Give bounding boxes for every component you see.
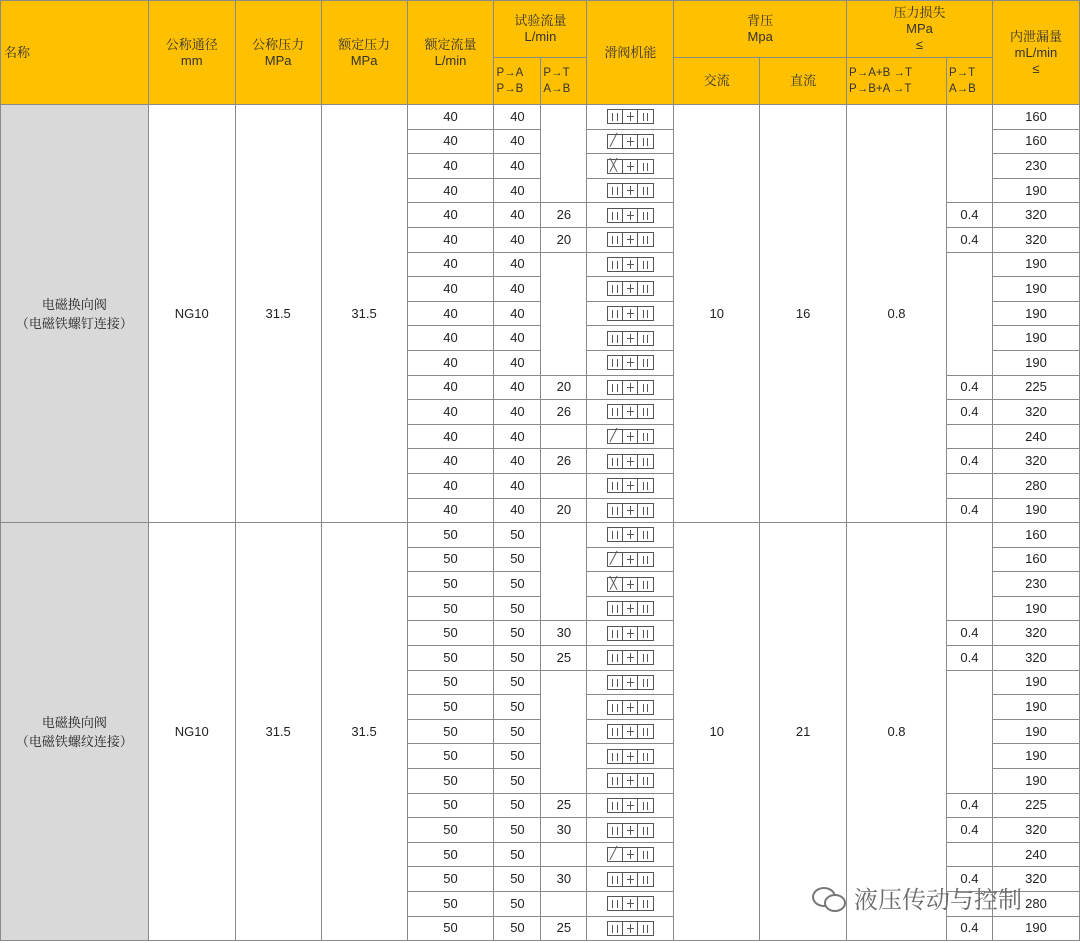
pressure-loss-pt-cell — [946, 842, 992, 867]
test-flow-pt-cell: 26 — [541, 449, 587, 474]
test-flow-pa-cell: 40 — [494, 400, 541, 425]
rated-flow-cell: 40 — [407, 326, 494, 351]
wechat-icon — [812, 885, 846, 911]
spool-symbol-icon — [607, 921, 654, 936]
spool-symbol-cell — [587, 252, 674, 277]
spool-symbol-cell — [587, 596, 674, 621]
pressure-loss-pt-cell — [946, 105, 992, 203]
leakage-cell: 320 — [992, 203, 1079, 228]
leakage-cell: 160 — [992, 129, 1079, 154]
spool-symbol-cell — [587, 818, 674, 843]
spool-symbol-cell — [587, 744, 674, 769]
spool-symbol-cell — [587, 572, 674, 597]
test-flow-pt-cell: 30 — [541, 867, 587, 892]
spool-symbol-cell — [587, 670, 674, 695]
pressure-loss-cell: 0.8 — [847, 523, 947, 941]
test-flow-pa-cell: 50 — [494, 744, 541, 769]
test-flow-pa-cell: 50 — [494, 646, 541, 671]
test-flow-pt-cell: 26 — [541, 400, 587, 425]
test-flow-pa-cell: 50 — [494, 523, 541, 548]
test-flow-pa-cell: 50 — [494, 892, 541, 917]
spool-symbol-icon — [607, 404, 654, 419]
rated-flow-cell: 50 — [407, 867, 494, 892]
test-flow-pa-cell: 40 — [494, 449, 541, 474]
table-row — [1, 523, 1080, 548]
leakage-cell: 320 — [992, 867, 1079, 892]
header-test-flow-pa: P→A P→B — [494, 58, 541, 105]
test-flow-pt-cell — [541, 105, 587, 203]
rated-flow-cell: 50 — [407, 793, 494, 818]
spool-symbol-cell — [587, 350, 674, 375]
rated-flow-cell: 50 — [407, 818, 494, 843]
header-spool-function: 滑阀机能 — [587, 1, 674, 105]
pressure-loss-pt-cell — [946, 252, 992, 375]
pressure-loss-pt-cell: 0.4 — [946, 203, 992, 228]
leakage-cell: 280 — [992, 473, 1079, 498]
test-flow-pa-cell: 50 — [494, 670, 541, 695]
test-flow-pa-cell: 50 — [494, 842, 541, 867]
leakage-cell: 280 — [992, 892, 1079, 917]
rated-pressure-cell: 31.5 — [321, 523, 407, 941]
spool-symbol-cell — [587, 523, 674, 548]
rated-flow-cell: 50 — [407, 744, 494, 769]
rated-flow-cell: 50 — [407, 596, 494, 621]
pressure-loss-pt-cell: 0.4 — [946, 449, 992, 474]
rated-flow-cell: 50 — [407, 523, 494, 548]
leakage-cell: 190 — [992, 916, 1079, 941]
test-flow-pa-cell: 40 — [494, 424, 541, 449]
leakage-cell: 190 — [992, 744, 1079, 769]
header-back-ac: 交流 — [674, 58, 760, 105]
spool-symbol-icon — [607, 601, 654, 616]
leakage-cell: 190 — [992, 498, 1079, 523]
watermark — [812, 880, 1022, 915]
nominal-size-cell: NG10 — [148, 523, 235, 941]
leakage-cell: 230 — [992, 154, 1079, 179]
rated-flow-cell: 40 — [407, 301, 494, 326]
leakage-cell: 225 — [992, 793, 1079, 818]
test-flow-pt-cell — [541, 670, 587, 793]
test-flow-pa-cell: 40 — [494, 350, 541, 375]
spool-symbol-icon — [607, 257, 654, 272]
rated-flow-cell: 40 — [407, 498, 494, 523]
rated-flow-cell: 40 — [407, 227, 494, 252]
pressure-loss-pt-cell — [946, 523, 992, 621]
spool-symbol-cell — [587, 769, 674, 794]
back-pressure-dc-cell: 16 — [760, 105, 847, 523]
spool-symbol-icon — [607, 872, 654, 887]
test-flow-pa-cell: 40 — [494, 105, 541, 130]
nominal-size-cell: NG10 — [148, 105, 235, 523]
spool-symbol-icon — [607, 232, 654, 247]
pressure-loss-pt-cell: 0.4 — [946, 227, 992, 252]
spool-symbol-icon — [607, 552, 654, 567]
spool-symbol-cell — [587, 105, 674, 130]
spool-symbol-cell — [587, 129, 674, 154]
leakage-cell: 320 — [992, 646, 1079, 671]
spool-symbol-cell — [587, 203, 674, 228]
rated-flow-cell: 40 — [407, 178, 494, 203]
rated-flow-cell: 40 — [407, 129, 494, 154]
spool-symbol-icon — [607, 355, 654, 370]
spool-symbol-icon — [607, 478, 654, 493]
test-flow-pa-cell: 40 — [494, 252, 541, 277]
test-flow-pa-cell: 40 — [494, 129, 541, 154]
header-rated-flow: 额定流量 L/min — [407, 1, 494, 105]
leakage-cell: 190 — [992, 695, 1079, 720]
test-flow-pa-cell: 40 — [494, 154, 541, 179]
leakage-cell: 160 — [992, 105, 1079, 130]
header-leakage: 内泄漏量 mL/min ≤ — [992, 1, 1079, 105]
spool-symbol-icon — [607, 626, 654, 641]
test-flow-pt-cell: 25 — [541, 916, 587, 941]
header-test-flow: 试验流量 L/min — [494, 1, 587, 58]
leakage-cell: 190 — [992, 277, 1079, 302]
leakage-cell: 190 — [992, 178, 1079, 203]
spool-symbol-cell — [587, 916, 674, 941]
spool-symbol-icon — [607, 454, 654, 469]
test-flow-pt-cell: 30 — [541, 818, 587, 843]
spool-symbol-cell — [587, 646, 674, 671]
test-flow-pa-cell: 50 — [494, 867, 541, 892]
rated-flow-cell: 40 — [407, 277, 494, 302]
valve-connection: （电磁铁螺纹连接） — [15, 733, 133, 749]
rated-flow-cell: 40 — [407, 203, 494, 228]
test-flow-pt-cell: 20 — [541, 227, 587, 252]
pressure-loss-pt-cell: 0.4 — [946, 916, 992, 941]
test-flow-pa-cell: 40 — [494, 326, 541, 351]
leakage-cell: 225 — [992, 375, 1079, 400]
leakage-cell: 190 — [992, 252, 1079, 277]
test-flow-pt-cell: 26 — [541, 203, 587, 228]
spool-symbol-icon — [607, 331, 654, 346]
leakage-cell: 240 — [992, 424, 1079, 449]
test-flow-pa-cell: 40 — [494, 375, 541, 400]
spool-symbol-icon — [607, 208, 654, 223]
leakage-cell: 320 — [992, 818, 1079, 843]
test-flow-pt-cell — [541, 424, 587, 449]
rated-flow-cell: 50 — [407, 646, 494, 671]
spool-symbol-cell — [587, 178, 674, 203]
leakage-cell: 320 — [992, 400, 1079, 425]
test-flow-pa-cell: 50 — [494, 793, 541, 818]
pressure-loss-pt-cell — [946, 424, 992, 449]
rated-flow-cell: 50 — [407, 572, 494, 597]
test-flow-pa-cell: 50 — [494, 621, 541, 646]
leakage-cell: 190 — [992, 301, 1079, 326]
spool-symbol-cell — [587, 842, 674, 867]
test-flow-pa-cell: 50 — [494, 719, 541, 744]
spool-symbol-icon — [607, 380, 654, 395]
rated-flow-cell: 50 — [407, 695, 494, 720]
back-pressure-ac-cell: 10 — [674, 523, 760, 941]
spool-symbol-icon — [607, 109, 654, 124]
rated-flow-cell: 40 — [407, 424, 494, 449]
rated-flow-cell: 40 — [407, 473, 494, 498]
rated-flow-cell: 40 — [407, 154, 494, 179]
spool-symbol-cell — [587, 400, 674, 425]
pressure-loss-pt-cell: 0.4 — [946, 621, 992, 646]
leakage-cell: 240 — [992, 842, 1079, 867]
rated-flow-cell: 50 — [407, 670, 494, 695]
rated-flow-cell: 50 — [407, 916, 494, 941]
test-flow-pa-cell: 40 — [494, 227, 541, 252]
header-nominal-pressure: 公称压力 MPa — [235, 1, 321, 105]
spool-symbol-cell — [587, 547, 674, 572]
spool-symbol-cell — [587, 473, 674, 498]
spool-symbol-icon — [607, 429, 654, 444]
test-flow-pa-cell: 40 — [494, 498, 541, 523]
valve-name-cell — [1, 105, 149, 523]
header-nominal-size: 公称通径 mm — [148, 1, 235, 105]
rated-flow-cell: 40 — [407, 350, 494, 375]
spool-symbol-icon — [607, 724, 654, 739]
header-rated-pressure: 额定压力 MPa — [321, 1, 407, 105]
test-flow-pt-cell: 20 — [541, 375, 587, 400]
header-loss-pa: P→A+B →T P→B+A →T — [847, 58, 947, 105]
spool-symbol-cell — [587, 892, 674, 917]
test-flow-pt-cell: 25 — [541, 793, 587, 818]
rated-pressure-cell: 31.5 — [321, 105, 407, 523]
leakage-cell: 190 — [992, 596, 1079, 621]
spool-symbol-cell — [587, 719, 674, 744]
spool-symbol-cell — [587, 498, 674, 523]
spool-symbol-cell — [587, 449, 674, 474]
rated-flow-cell: 50 — [407, 892, 494, 917]
spool-symbol-icon — [607, 896, 654, 911]
spool-symbol-icon — [607, 183, 654, 198]
pressure-loss-pt-cell: 0.4 — [946, 818, 992, 843]
pressure-loss-pt-cell: 0.4 — [946, 793, 992, 818]
test-flow-pa-cell: 50 — [494, 596, 541, 621]
spool-symbol-cell — [587, 154, 674, 179]
test-flow-pa-cell: 40 — [494, 301, 541, 326]
rated-flow-cell: 40 — [407, 105, 494, 130]
pressure-loss-cell: 0.8 — [847, 105, 947, 523]
leakage-cell: 320 — [992, 621, 1079, 646]
rated-flow-cell: 40 — [407, 375, 494, 400]
table-row — [1, 105, 1080, 130]
spool-symbol-icon — [607, 134, 654, 149]
spool-symbol-cell — [587, 424, 674, 449]
leakage-cell: 190 — [992, 326, 1079, 351]
test-flow-pa-cell: 50 — [494, 695, 541, 720]
rated-flow-cell: 50 — [407, 621, 494, 646]
spool-symbol-icon — [607, 700, 654, 715]
rated-flow-cell: 50 — [407, 842, 494, 867]
header-loss-pt: P→T A→B — [946, 58, 992, 105]
spool-symbol-icon — [607, 798, 654, 813]
pressure-loss-pt-cell: 0.4 — [946, 375, 992, 400]
leakage-cell: 320 — [992, 449, 1079, 474]
test-flow-pa-cell: 40 — [494, 203, 541, 228]
header-back-pressure: 背压 Mpa — [674, 1, 847, 58]
test-flow-pa-cell: 50 — [494, 916, 541, 941]
rated-flow-cell: 50 — [407, 719, 494, 744]
test-flow-pa-cell: 50 — [494, 769, 541, 794]
back-pressure-ac-cell: 10 — [674, 105, 760, 523]
spool-symbol-cell — [587, 621, 674, 646]
spool-symbol-icon — [607, 650, 654, 665]
leakage-cell: 160 — [992, 523, 1079, 548]
pressure-loss-pt-cell: 0.4 — [946, 498, 992, 523]
test-flow-pt-cell: 30 — [541, 621, 587, 646]
rated-flow-cell: 40 — [407, 252, 494, 277]
spool-symbol-icon — [607, 675, 654, 690]
spool-symbol-cell — [587, 326, 674, 351]
test-flow-pa-cell: 40 — [494, 473, 541, 498]
leakage-cell: 190 — [992, 719, 1079, 744]
valve-name: 电磁换向阀 — [41, 296, 107, 312]
header-back-dc: 直流 — [760, 58, 847, 105]
spool-symbol-cell — [587, 227, 674, 252]
back-pressure-dc-cell: 21 — [760, 523, 847, 941]
spool-symbol-icon — [607, 823, 654, 838]
leakage-cell: 160 — [992, 547, 1079, 572]
test-flow-pt-cell: 20 — [541, 498, 587, 523]
leakage-cell: 230 — [992, 572, 1079, 597]
valve-connection: （电磁铁螺钉连接） — [15, 315, 133, 331]
spool-symbol-icon — [607, 306, 654, 321]
spool-symbol-icon — [607, 577, 654, 592]
rated-flow-cell: 50 — [407, 769, 494, 794]
watermark-text: 液压传动与控制 — [854, 886, 1022, 914]
pressure-loss-pt-cell: 0.4 — [946, 646, 992, 671]
spool-symbol-icon — [607, 503, 654, 518]
nominal-pressure-cell: 31.5 — [235, 105, 321, 523]
spool-symbol-icon — [607, 159, 654, 174]
test-flow-pt-cell — [541, 523, 587, 621]
spool-symbol-icon — [607, 527, 654, 542]
spool-symbol-cell — [587, 277, 674, 302]
valve-name-cell — [1, 523, 149, 941]
rated-flow-cell: 40 — [407, 449, 494, 474]
pressure-loss-pt-cell: 0.4 — [946, 400, 992, 425]
test-flow-pt-cell — [541, 252, 587, 375]
test-flow-pt-cell — [541, 892, 587, 917]
spool-symbol-icon — [607, 847, 654, 862]
pressure-loss-pt-cell — [946, 473, 992, 498]
test-flow-pa-cell: 50 — [494, 547, 541, 572]
test-flow-pt-cell — [541, 473, 587, 498]
pressure-loss-pt-cell — [946, 670, 992, 793]
test-flow-pa-cell: 50 — [494, 818, 541, 843]
rated-flow-cell: 40 — [407, 400, 494, 425]
leakage-cell: 320 — [992, 227, 1079, 252]
valve-name: 电磁换向阀 — [41, 714, 107, 730]
test-flow-pa-cell: 50 — [494, 572, 541, 597]
leakage-cell: 190 — [992, 670, 1079, 695]
rated-flow-cell: 50 — [407, 547, 494, 572]
pressure-loss-pt-cell: 0.4 — [946, 867, 992, 892]
spool-symbol-icon — [607, 773, 654, 788]
nominal-pressure-cell: 31.5 — [235, 523, 321, 941]
spool-symbol-icon — [607, 281, 654, 296]
test-flow-pa-cell: 40 — [494, 178, 541, 203]
test-flow-pt-cell: 25 — [541, 646, 587, 671]
spool-symbol-icon — [607, 749, 654, 764]
header-name: 名称 — [1, 1, 149, 105]
leakage-cell: 190 — [992, 769, 1079, 794]
spool-symbol-cell — [587, 301, 674, 326]
table-body — [1, 105, 1080, 941]
spool-symbol-cell — [587, 695, 674, 720]
spool-symbol-cell — [587, 375, 674, 400]
header-pressure-loss: 压力损失 MPa ≤ — [847, 1, 993, 58]
spool-symbol-cell — [587, 867, 674, 892]
leakage-cell: 190 — [992, 350, 1079, 375]
test-flow-pt-cell — [541, 842, 587, 867]
spool-symbol-cell — [587, 793, 674, 818]
test-flow-pa-cell: 40 — [494, 277, 541, 302]
header-test-flow-pt: P→T A→B — [541, 58, 587, 105]
